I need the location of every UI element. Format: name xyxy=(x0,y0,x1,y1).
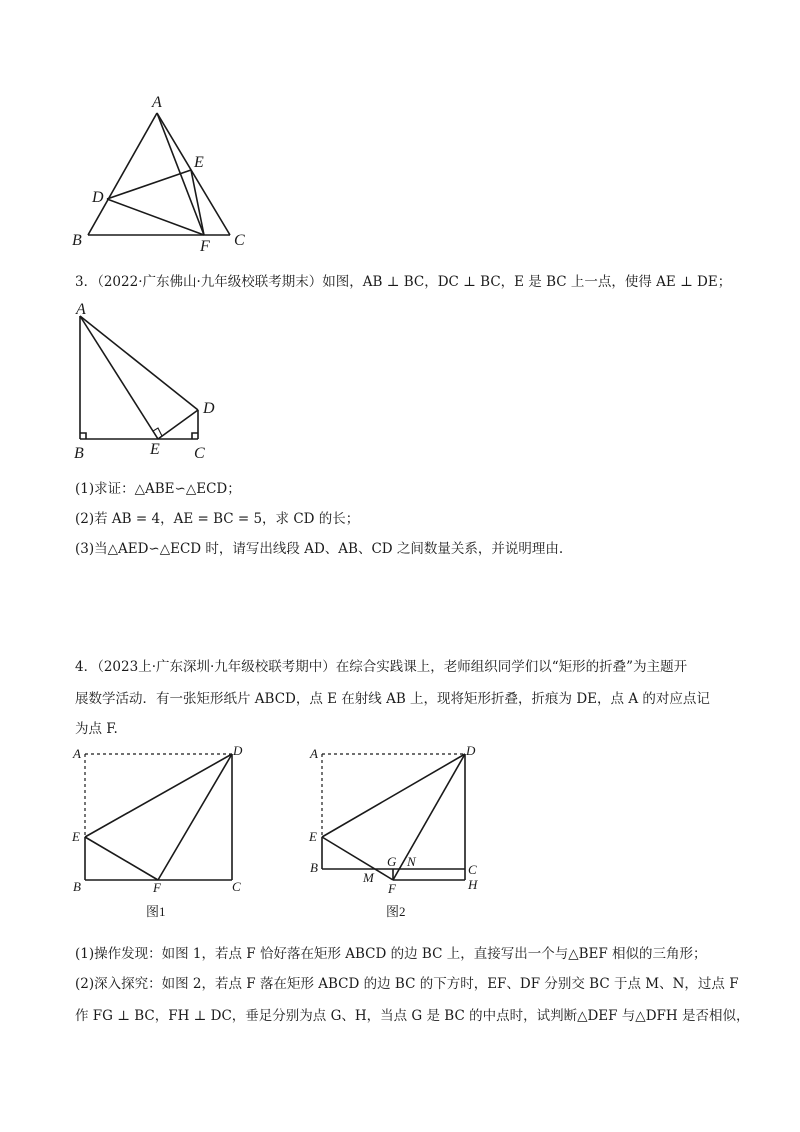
segment-ef xyxy=(322,837,393,880)
figure-2-caption: 图2 xyxy=(386,904,406,919)
q3-part-1: (1)求证：△ABE∽△ECD； xyxy=(75,481,241,497)
label-b: B xyxy=(72,232,82,249)
segment-df xyxy=(158,754,232,880)
q4-header-line-1: 4．（2023上·广东深圳·九年级校联考期中）在综合实践课上，老师组织同学们以“矩形的折叠”为主题开 xyxy=(75,659,688,675)
label-c: C xyxy=(194,445,205,462)
label-e: E xyxy=(194,154,204,171)
q4-part-2-line-2: 作 FG ⊥ BC，FH ⊥ DC，垂足分别为点 G、H，当点 G 是 BC 的中点时，试判断△DEF 与△DFH 是否相似， xyxy=(75,1008,750,1024)
right-angle-mark-e xyxy=(153,428,162,439)
q4-figure-1 xyxy=(70,742,260,922)
segment-df xyxy=(107,199,204,235)
label-m: M xyxy=(363,870,374,885)
q4-header-line-3: 为点 F. xyxy=(75,721,118,737)
right-angle-mark-c xyxy=(192,433,198,439)
segment-ac xyxy=(157,113,230,235)
label-a: A xyxy=(76,301,86,318)
label-d: D xyxy=(92,189,104,206)
q3-header: 3．（2022·广东佛山·九年级校联考期末）如图，AB ⊥ BC，DC ⊥ BC，E 是 BC 上一点，使得 AE ⊥ DE； xyxy=(75,274,732,290)
q4-part-1: (1)操作发现：如图 1，若点 F 恰好落在矩形 ABCD 的边 BC 上，直接写出一个与△BEF 相似的三角形； xyxy=(75,946,707,962)
q3-figure xyxy=(70,298,230,468)
label-b: B xyxy=(73,879,81,894)
label-e: E xyxy=(150,441,160,458)
label-c: C xyxy=(234,232,245,249)
label-c: C xyxy=(232,879,241,894)
triangle-abc-figure xyxy=(60,85,260,255)
right-angle-mark-b xyxy=(80,433,86,439)
segment-df xyxy=(393,754,465,880)
figure-1-caption: 图1 xyxy=(146,904,166,919)
segment-ad xyxy=(80,316,198,410)
label-h: H xyxy=(468,877,478,892)
label-f: F xyxy=(200,238,210,255)
q4-figure-2 xyxy=(300,742,500,922)
label-a: A xyxy=(310,746,318,761)
label-b: B xyxy=(74,445,84,462)
label-e: E xyxy=(72,829,80,844)
label-a: A xyxy=(152,94,162,111)
segment-de xyxy=(107,170,191,199)
label-n: N xyxy=(407,854,416,869)
q4-part-2-line-1: (2)深入探究：如图 2，若点 F 落在矩形 ABCD 的边 BC 的下方时，EF、DF 分别交 BC 于点 M、N，过点 F xyxy=(75,976,739,992)
label-d: D xyxy=(203,400,215,417)
segment-ae xyxy=(80,316,158,439)
segment-ab xyxy=(88,113,157,235)
segment-ed xyxy=(322,754,465,837)
segment-ed xyxy=(85,754,232,837)
label-d: D xyxy=(466,743,476,758)
label-e: E xyxy=(309,829,317,844)
label-c: C xyxy=(468,862,477,877)
q4-header-line-2: 展数学活动．有一张矩形纸片 ABCD，点 E 在射线 AB 上，现将矩形折叠，折痕为 DE，点 A 的对应点记 xyxy=(75,691,710,707)
label-b: B xyxy=(310,860,318,875)
label-d: D xyxy=(233,743,243,758)
label-a: A xyxy=(73,746,81,761)
q3-part-3: (3)当△AED∽△ECD 时，请写出线段 AD、AB、CD 之间数量关系，并说明理由. xyxy=(75,541,564,557)
q3-part-2: (2)若 AB = 4，AE = BC = 5，求 CD 的长； xyxy=(75,511,360,527)
label-f: F xyxy=(153,880,161,895)
label-g: G xyxy=(387,854,397,869)
label-f: F xyxy=(388,881,396,896)
segment-ef xyxy=(85,837,158,880)
